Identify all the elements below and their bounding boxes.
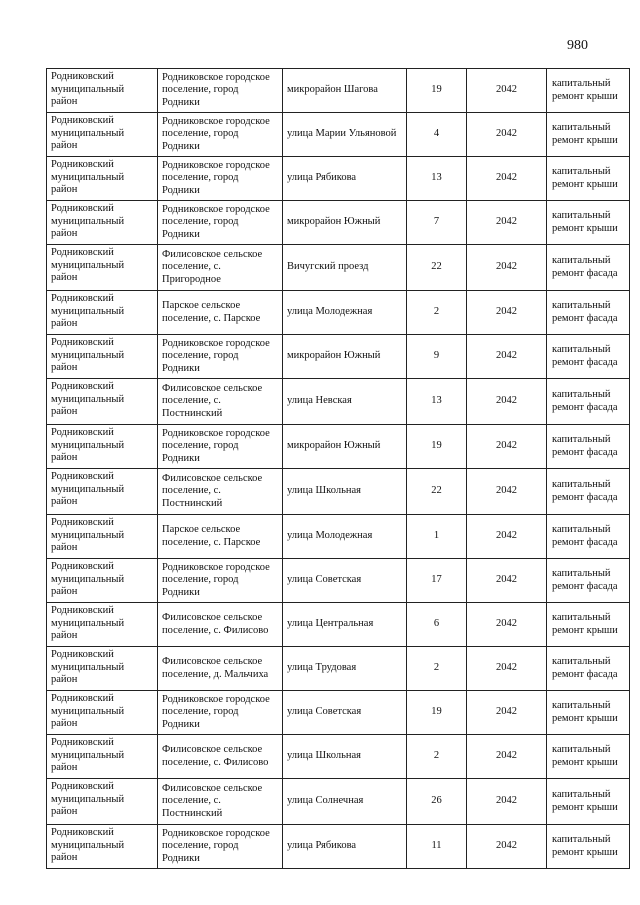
year-cell: 2042: [467, 201, 547, 245]
district-cell: Родниковский муниципальный район: [47, 603, 158, 647]
year-cell: 2042: [467, 691, 547, 735]
settlement-cell: Родниковское городское поселение, город Родники: [158, 425, 283, 469]
district-cell: Родниковский муниципальный район: [47, 379, 158, 425]
district-cell: Родниковский муниципальный район: [47, 825, 158, 869]
table-row: [47, 201, 630, 245]
house-number-cell: 19: [407, 69, 467, 113]
district-cell: Родниковский муниципальный район: [47, 157, 158, 201]
house-number-cell: 26: [407, 779, 467, 825]
house-number-cell: 1: [407, 515, 467, 559]
house-number-cell: 22: [407, 469, 467, 515]
settlement-cell: Филисовское сельское поселение, с. Постнинский: [158, 469, 283, 515]
street-cell: улица Школьная: [283, 469, 407, 515]
settlement-cell: Родниковское городское поселение, город Родники: [158, 335, 283, 379]
house-number-cell: 11: [407, 825, 467, 869]
work-type-cell: капитальный ремонт крыши: [547, 201, 630, 245]
house-number-cell: 13: [407, 157, 467, 201]
year-cell: 2042: [467, 735, 547, 779]
house-number-cell: 2: [407, 291, 467, 335]
street-cell: улица Рябикова: [283, 157, 407, 201]
district-cell: Родниковский муниципальный район: [47, 515, 158, 559]
year-cell: 2042: [467, 69, 547, 113]
settlement-cell: Филисовское сельское поселение, с. Постнинский: [158, 779, 283, 825]
street-cell: улица Солнечная: [283, 779, 407, 825]
district-cell: Родниковский муниципальный район: [47, 291, 158, 335]
district-cell: Родниковский муниципальный район: [47, 69, 158, 113]
work-type-cell: капитальный ремонт крыши: [547, 603, 630, 647]
street-cell: улица Школьная: [283, 735, 407, 779]
street-cell: улица Советская: [283, 559, 407, 603]
table-row: [47, 647, 630, 691]
work-type-cell: капитальный ремонт фасада: [547, 647, 630, 691]
work-type-cell: капитальный ремонт фасада: [547, 559, 630, 603]
table-row: [47, 69, 630, 113]
table-row: [47, 245, 630, 291]
house-number-cell: 13: [407, 379, 467, 425]
year-cell: 2042: [467, 425, 547, 469]
street-cell: микрорайон Южный: [283, 335, 407, 379]
work-type-cell: капитальный ремонт крыши: [547, 735, 630, 779]
street-cell: Вичугский проезд: [283, 245, 407, 291]
street-cell: микрорайон Шагова: [283, 69, 407, 113]
work-type-cell: капитальный ремонт крыши: [547, 157, 630, 201]
district-cell: Родниковский муниципальный район: [47, 647, 158, 691]
settlement-cell: Родниковское городское поселение, город Родники: [158, 69, 283, 113]
year-cell: 2042: [467, 113, 547, 157]
street-cell: микрорайон Южный: [283, 425, 407, 469]
year-cell: 2042: [467, 379, 547, 425]
street-cell: улица Марии Ульяновой: [283, 113, 407, 157]
house-number-cell: 2: [407, 647, 467, 691]
year-cell: 2042: [467, 603, 547, 647]
house-number-cell: 2: [407, 735, 467, 779]
settlement-cell: Родниковское городское поселение, город Родники: [158, 825, 283, 869]
work-type-cell: капитальный ремонт крыши: [547, 691, 630, 735]
street-cell: улица Молодежная: [283, 515, 407, 559]
year-cell: 2042: [467, 469, 547, 515]
settlement-cell: Парское сельское поселение, с. Парское: [158, 515, 283, 559]
work-type-cell: капитальный ремонт фасада: [547, 425, 630, 469]
street-cell: улица Молодежная: [283, 291, 407, 335]
year-cell: 2042: [467, 157, 547, 201]
street-cell: улица Невская: [283, 379, 407, 425]
repair-schedule-table: [46, 68, 630, 869]
work-type-cell: капитальный ремонт фасада: [547, 335, 630, 379]
house-number-cell: 9: [407, 335, 467, 379]
table-row: [47, 335, 630, 379]
district-cell: Родниковский муниципальный район: [47, 425, 158, 469]
house-number-cell: 19: [407, 691, 467, 735]
district-cell: Родниковский муниципальный район: [47, 559, 158, 603]
district-cell: Родниковский муниципальный район: [47, 735, 158, 779]
settlement-cell: Родниковское городское поселение, город Родники: [158, 691, 283, 735]
table-row: [47, 291, 630, 335]
work-type-cell: капитальный ремонт фасада: [547, 291, 630, 335]
district-cell: Родниковский муниципальный район: [47, 779, 158, 825]
year-cell: 2042: [467, 515, 547, 559]
settlement-cell: Родниковское городское поселение, город Родники: [158, 113, 283, 157]
year-cell: 2042: [467, 559, 547, 603]
district-cell: Родниковский муниципальный район: [47, 113, 158, 157]
house-number-cell: 19: [407, 425, 467, 469]
district-cell: Родниковский муниципальный район: [47, 201, 158, 245]
settlement-cell: Филисовское сельское поселение, с. Филисово: [158, 603, 283, 647]
table-body: [47, 69, 630, 869]
work-type-cell: капитальный ремонт фасада: [547, 245, 630, 291]
year-cell: 2042: [467, 291, 547, 335]
year-cell: 2042: [467, 779, 547, 825]
work-type-cell: капитальный ремонт фасада: [547, 515, 630, 559]
house-number-cell: 22: [407, 245, 467, 291]
street-cell: улица Центральная: [283, 603, 407, 647]
table-row: [47, 691, 630, 735]
work-type-cell: капитальный ремонт крыши: [547, 825, 630, 869]
table-row: [47, 559, 630, 603]
settlement-cell: Парское сельское поселение, с. Парское: [158, 291, 283, 335]
table-row: [47, 825, 630, 869]
table-row: [47, 515, 630, 559]
table-row: [47, 379, 630, 425]
table-row: [47, 603, 630, 647]
page-number: 980: [567, 38, 588, 53]
district-cell: Родниковский муниципальный район: [47, 245, 158, 291]
year-cell: 2042: [467, 245, 547, 291]
table-row: [47, 113, 630, 157]
house-number-cell: 4: [407, 113, 467, 157]
settlement-cell: Филисовское сельское поселение, с. Филисово: [158, 735, 283, 779]
table-row: [47, 469, 630, 515]
house-number-cell: 17: [407, 559, 467, 603]
table-row: [47, 157, 630, 201]
year-cell: 2042: [467, 647, 547, 691]
settlement-cell: Филисовское сельское поселение, с. Пригородное: [158, 245, 283, 291]
year-cell: 2042: [467, 335, 547, 379]
table-row: [47, 779, 630, 825]
street-cell: микрорайон Южный: [283, 201, 407, 245]
street-cell: улица Рябикова: [283, 825, 407, 869]
district-cell: Родниковский муниципальный район: [47, 335, 158, 379]
settlement-cell: Филисовское сельское поселение, с. Постнинский: [158, 379, 283, 425]
settlement-cell: Родниковское городское поселение, город Родники: [158, 157, 283, 201]
table-row: [47, 425, 630, 469]
street-cell: улица Трудовая: [283, 647, 407, 691]
settlement-cell: Родниковское городское поселение, город Родники: [158, 201, 283, 245]
work-type-cell: капитальный ремонт крыши: [547, 69, 630, 113]
street-cell: улица Советская: [283, 691, 407, 735]
settlement-cell: Родниковское городское поселение, город Родники: [158, 559, 283, 603]
work-type-cell: капитальный ремонт крыши: [547, 779, 630, 825]
work-type-cell: капитальный ремонт фасада: [547, 379, 630, 425]
district-cell: Родниковский муниципальный район: [47, 691, 158, 735]
house-number-cell: 7: [407, 201, 467, 245]
settlement-cell: Филисовское сельское поселение, д. Мальчиха: [158, 647, 283, 691]
district-cell: Родниковский муниципальный район: [47, 469, 158, 515]
table-row: [47, 735, 630, 779]
work-type-cell: капитальный ремонт фасада: [547, 469, 630, 515]
year-cell: 2042: [467, 825, 547, 869]
work-type-cell: капитальный ремонт крыши: [547, 113, 630, 157]
house-number-cell: 6: [407, 603, 467, 647]
